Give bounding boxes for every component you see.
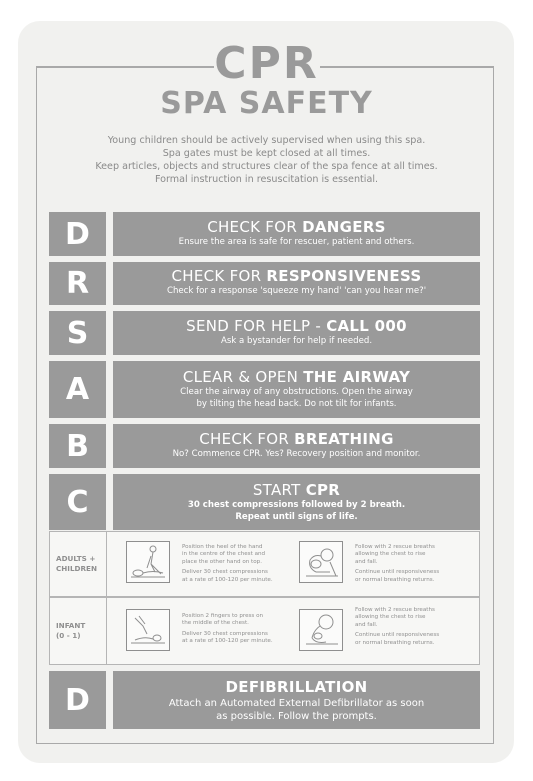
adults-children-label <box>50 532 107 596</box>
step-airway <box>113 361 480 418</box>
label-line: INFANT <box>56 621 86 630</box>
adult-breathing-illustration <box>299 541 343 583</box>
note-line: or normal breathing returns. <box>355 639 435 646</box>
step-letter-s: S <box>49 311 106 355</box>
note-line: in the centre of the chest and <box>182 551 266 558</box>
label-line: ADULTS + <box>56 554 96 563</box>
heading-keyword: RESPONSIVENESS <box>266 267 422 285</box>
note-line: Continue until responsiveness <box>355 569 440 576</box>
step-send-help <box>113 311 480 355</box>
heading-prefix: START <box>252 481 306 499</box>
intro-line: Spa gates must be kept closed at all times. <box>162 148 371 159</box>
heading-prefix: SEND FOR HELP - <box>186 317 327 335</box>
step-heading <box>113 218 480 236</box>
step-description: Attach an Automated External Defibrillator as soon <box>168 698 425 709</box>
heading-prefix: CHECK FOR <box>207 218 303 236</box>
step-description: No? Commence CPR. Yes? Recovery position and monitor. <box>172 449 421 459</box>
step-cpr <box>113 474 480 530</box>
infant-compression-illustration <box>126 609 170 651</box>
page-title: CPR <box>214 38 319 89</box>
note-line: at a rate of 100-120 per minute. <box>182 638 273 645</box>
label-line: CHILDREN <box>56 564 97 573</box>
note-line: Position the heel of the hand <box>182 544 263 550</box>
note-line: and fall. <box>355 621 378 628</box>
note-line: place the other hand on top. <box>182 558 263 565</box>
note-line: allowing the chest to rise <box>355 614 426 621</box>
step-heading <box>113 430 480 448</box>
step-letter-defib: D <box>49 671 106 729</box>
note-line: Position 2 fingers to press on <box>182 613 264 619</box>
heading-keyword: THE AIRWAY <box>303 368 411 386</box>
step-breathing <box>113 424 480 468</box>
intro-text <box>40 134 493 186</box>
step-letter-r: R <box>49 262 106 305</box>
heading-keyword: DEFIBRILLATION <box>225 678 368 696</box>
heading-prefix: CHECK FOR <box>171 267 267 285</box>
step-description: Repeat until signs of life. <box>235 511 358 522</box>
note-line: Deliver 30 chest compressions <box>182 630 268 637</box>
note-line: and fall. <box>355 558 378 565</box>
heading-keyword: CPR <box>305 481 341 499</box>
step-dangers <box>113 212 480 256</box>
adult-breathing-notes <box>355 544 465 587</box>
infant-compression-notes <box>182 613 292 649</box>
step-heading <box>113 317 480 335</box>
step-heading <box>113 267 480 285</box>
step-letter-d: D <box>49 212 106 256</box>
intro-line: Young children should be actively supervised when using this spa. <box>107 135 426 146</box>
step-description: Ask a bystander for help if needed. <box>220 336 373 346</box>
heading-keyword: DANGERS <box>302 218 386 236</box>
intro-line: Keep articles, objects and structures clear of the spa fence at all times. <box>95 161 438 172</box>
step-heading <box>113 678 480 696</box>
label-line: (0 - 1) <box>56 631 81 640</box>
note-line: at a rate of 100-120 per minute. <box>182 576 273 583</box>
step-letter-b: B <box>49 424 106 468</box>
step-description: as possible. Follow the prompts. <box>216 711 377 722</box>
step-description: by tilting the head back. Do not tilt for infants. <box>196 398 397 409</box>
step-responsiveness <box>113 262 480 305</box>
note-line: or normal breathing returns. <box>355 576 435 583</box>
step-description: 30 chest compressions followed by 2 breath. <box>187 500 406 510</box>
note-line: the middle of the chest. <box>182 620 249 627</box>
page-subtitle: SPA SAFETY <box>160 86 373 121</box>
heading-keyword: CALL 000 <box>326 317 407 335</box>
step-heading <box>113 368 480 386</box>
step-letter-c: C <box>49 474 106 530</box>
note-line: Follow with 2 rescue breaths <box>355 607 435 613</box>
step-description: Clear the airway of any obstructions. Open the airway <box>180 387 413 397</box>
infant-label <box>50 598 107 664</box>
step-heading <box>113 481 480 499</box>
infant-breathing-notes <box>355 607 465 650</box>
step-description: Check for a response 'squeeze my hand' 'can you hear me?' <box>166 286 427 296</box>
intro-line: Formal instruction in resuscitation is essential. <box>154 174 379 185</box>
step-letter-a: A <box>49 361 106 418</box>
heading-keyword: BREATHING <box>294 430 394 448</box>
note-line: Deliver 30 chest compressions <box>182 569 268 576</box>
step-description: Ensure the area is safe for rescuer, patient and others. <box>178 237 415 247</box>
heading-prefix: CHECK FOR <box>199 430 295 448</box>
note-line: allowing the chest to rise <box>355 551 426 558</box>
adult-compression-notes <box>182 544 292 587</box>
heading-prefix: CLEAR & OPEN <box>182 368 304 386</box>
infant-breathing-illustration <box>299 609 343 651</box>
note-line: Follow with 2 rescue breaths <box>355 544 435 550</box>
adult-compression-illustration <box>126 541 170 583</box>
step-defibrillation <box>113 671 480 729</box>
note-line: Continue until responsiveness <box>355 632 440 639</box>
